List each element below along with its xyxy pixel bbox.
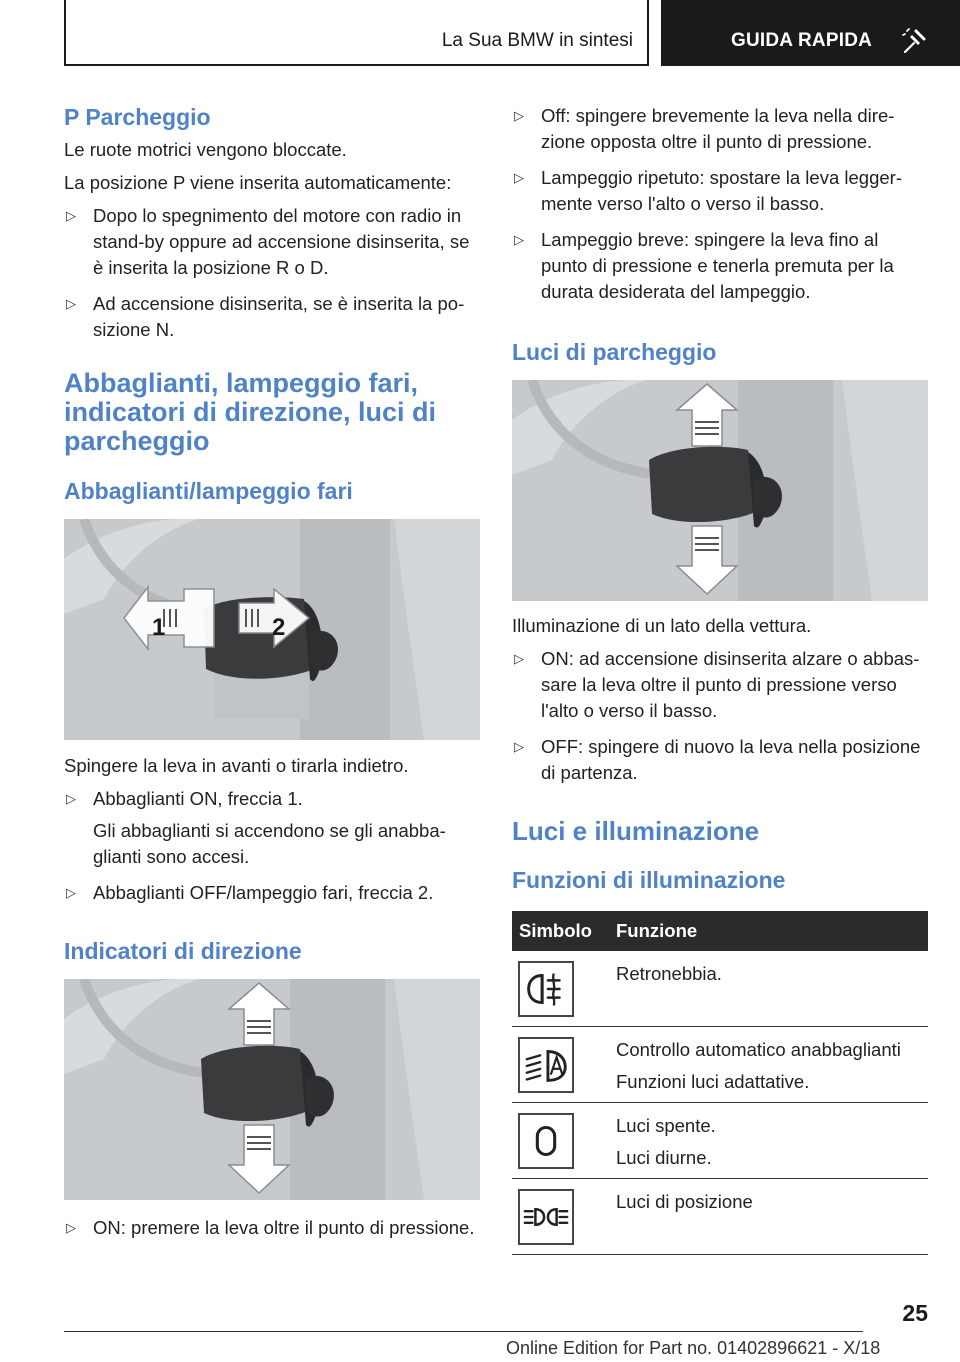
highbeam-heading: Abbaglianti/lampeggio fari (64, 478, 353, 505)
function-text: Luci diurne. (616, 1147, 712, 1168)
arrow-label-1: 1 (152, 614, 166, 642)
highbeam-lever-figure (64, 519, 480, 740)
lever-push-pull-illustration (64, 519, 480, 740)
lights-off-zero-icon (518, 1113, 574, 1169)
parking-text-1: Le ruote motrici vengono bloccate. (64, 139, 347, 160)
list-item: ▷ ON: premere la leva oltre il punto di pressione. (64, 1215, 482, 1241)
position-lights-icon (518, 1189, 574, 1245)
turn-signal-heading: Indicatori di direzione (64, 938, 302, 965)
bullet-triangle-icon: ▷ (66, 885, 76, 901)
list-item: ▷ Abbaglianti ON, freccia 1. (64, 786, 482, 812)
table-row (512, 1179, 928, 1255)
bullet-triangle-icon: ▷ (514, 170, 524, 185)
bullet-triangle-icon: ▷ (66, 791, 76, 807)
parking-light-lever-figure (512, 380, 928, 601)
table-row (512, 1103, 928, 1179)
column-header-symbol: Simbolo (519, 920, 592, 941)
parking-text-2: La posizione P viene inserita automaticamente: (64, 172, 452, 193)
list-item: ▷ Lampeggio breve: spingere la leva fino al punto di pressione e tenerla premuta per la durata desiderata del lampeggio. (514, 229, 894, 302)
right-column (512, 100, 928, 1255)
list-item: ▷ Dopo lo spegnimento del motore con radio in stand-by oppure ad accensione disinserita, se è inserita la posizione R o D. (66, 205, 470, 278)
footer-divider (64, 1331, 863, 1332)
parking-light-heading: Luci di parcheggio (512, 339, 717, 365)
bullet-triangle-icon: ▷ (514, 739, 524, 754)
section-title: La Sua BMW in sintesi (441, 30, 633, 51)
lighting-functions-table (512, 911, 928, 1255)
function-text: Controllo automatico anabbaglianti (616, 1039, 901, 1060)
chapter-tab[interactable] (661, 0, 960, 66)
bullet-triangle-icon: ▷ (66, 208, 76, 223)
bullet-triangle-icon: ▷ (514, 651, 524, 666)
edition-note: Online Edition for Part no. 01402896621 - X/18 (506, 1338, 881, 1358)
quick-guide-pin-icon (901, 26, 929, 54)
auto-headlight-icon (518, 1037, 574, 1093)
rear-fog-light-icon (518, 961, 574, 1017)
list-item: ▷ Abbaglianti OFF/lampeggio fari, freccia 2. (64, 880, 482, 906)
list-item: ▷ Lampeggio ripetuto: spostare la leva leggermente verso l'alto o verso il basso. (514, 167, 902, 214)
chapter-tab-label: GUIDA RAPIDA (731, 30, 873, 51)
main-section-heading: Abbaglianti, lampeggio fari, indicatori di direzione, luci di parcheggio (64, 368, 437, 457)
table-header (512, 911, 928, 951)
bullet-triangle-icon: ▷ (66, 296, 76, 311)
list-item: ▷ ON: ad accensione disinserita alzare o abbassare la leva oltre il punto di pressione verso l'alto o verso il basso. (514, 648, 920, 721)
turn-signal-lever-figure (64, 979, 480, 1200)
function-text: Luci di posizione (616, 1191, 753, 1212)
lights-heading: Luci e illuminazione (512, 816, 760, 846)
arrow-label-2: 2 (272, 614, 286, 642)
bullet-triangle-icon: ▷ (66, 1220, 76, 1236)
bullet-triangle-icon: ▷ (514, 232, 524, 247)
bullet-triangle-icon: ▷ (514, 108, 524, 123)
left-column (64, 100, 482, 1241)
lever-up-down-illustration (512, 380, 928, 601)
lever-up-down-illustration (64, 979, 480, 1200)
list-item: ▷ Off: spingere brevemente la leva nella direzione opposta oltre il punto di pressione. (514, 105, 895, 152)
function-text: Retronebbia. (616, 963, 722, 984)
highbeam-subtext: Gli abbaglianti si accendono se gli anabbaglianti sono accesi. (93, 820, 446, 868)
table-row (512, 1027, 928, 1103)
page-number: 25 (902, 1300, 928, 1326)
column-header-function: Funzione (616, 920, 698, 941)
lighting-functions-heading: Funzioni di illuminazione (512, 867, 786, 893)
header-frame (64, 0, 649, 66)
list-item: ▷ Ad accensione disinserita, se è inserita la posizione N. (66, 293, 465, 340)
highbeam-caption: Spingere la leva in avanti o tirarla indietro. (64, 755, 409, 777)
list-item: ▷ OFF: spingere di nuovo la leva nella posizione di partenza. (514, 736, 921, 783)
function-text: Funzioni luci adattative. (616, 1071, 810, 1092)
parking-light-caption: Illuminazione di un lato della vettura. (512, 615, 812, 636)
function-text: Luci spente. (616, 1115, 716, 1136)
table-row (512, 951, 928, 1027)
parking-heading: P Parcheggio (64, 104, 211, 130)
